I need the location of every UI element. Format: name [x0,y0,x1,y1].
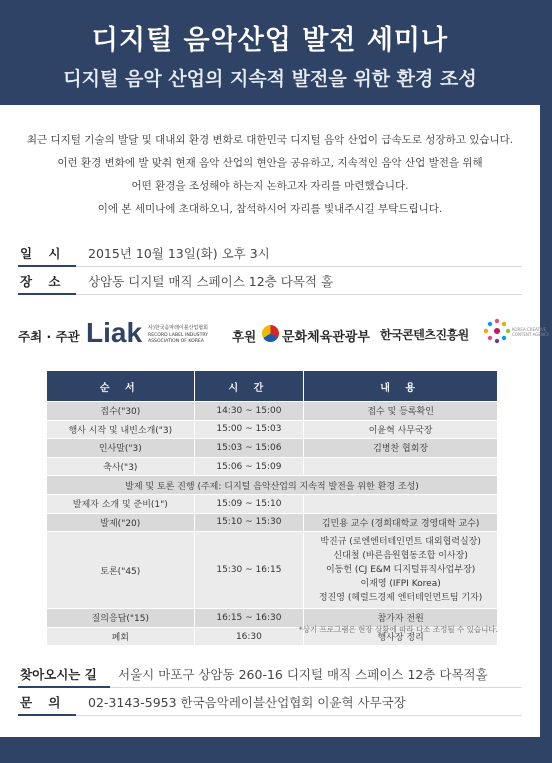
order-cell: 토론("45) [47,532,195,609]
liak-logo-sub2: RECORD LABEL INDUSTRY [148,333,209,338]
liak-logo-sub3: ASSOCIATION OF KOREA [148,339,204,344]
order-cell: 폐회 [47,627,195,646]
kocca-name: 한국콘텐츠진흥원 [380,328,469,342]
table-row [47,402,498,421]
poster-subtitle: 디지털 음악 산업의 지속적 발전을 위한 환경 조성 [63,68,477,90]
table-row [47,494,498,513]
col-header-time: 시 간 [194,371,304,402]
date-label: 일 시 [18,243,76,267]
table-row [47,457,498,476]
kocca-dots-icon [482,317,512,347]
section-cell: 발제 및 토론 진행 (주제: 디지털 음악산업의 지속적 발전을 위한 환경 조성) [47,476,498,495]
content-cell: 이윤혁 사무국장 [304,420,498,439]
content-cell: 참가자 전원 [304,609,498,628]
directions-row [18,664,522,688]
mcst-emblem-icon [262,325,279,342]
inquiry-value: 02-3143-5953 한국음악레이블산업협회 이윤혁 사무국장 [88,695,406,710]
liak-logo-sub1: 사)한국음악레이블산업협회 [148,325,208,331]
inquiry-label: 문 의 [18,692,76,716]
time-cell: 14:30 ~ 15:00 [194,402,304,421]
table-row [47,439,498,458]
poster-footer [0,737,540,763]
order-cell: 질의응답("15) [47,609,195,628]
time-cell: 15:03 ~ 15:06 [194,439,304,458]
content-cell: 접수 및 등록확인 [304,402,498,421]
schedule-header-row [47,371,498,402]
time-cell: 15:09 ~ 15:10 [194,494,304,513]
order-cell: 행사 시작 및 내빈소개("3) [47,420,195,439]
schedule-table [46,370,498,646]
table-row-span [47,476,498,495]
content-cell [304,494,498,513]
order-cell: 발제자 소개 및 준비(1") [47,494,195,513]
panelist: 정진영 (헤럴드경제 엔터테인먼트팀 기자) [318,593,483,604]
order-cell: 인사말("3) [47,439,195,458]
content-cell: 김민용 교수 (경희대학교 경영대학 교수) [304,513,498,532]
directions-value: 서울시 마포구 상암동 260-16 디지털 매직 스페이스 12층 다목적홀 [118,667,488,682]
liak-logo-text: Liak [86,317,143,348]
support-label: 후원 [232,329,257,344]
directions-label: 찾아오시는 길 [18,664,110,688]
panelist: 이동헌 (CJ E&M 디지털뮤직사업부장) [325,565,476,576]
inquiry-row [18,692,522,716]
content-cell-panel [304,532,498,609]
time-cell: 15:06 ~ 15:09 [194,457,304,476]
intro-line: 이런 환경 변화에 발 맞춰 현재 음악 산업의 현안을 공유하고, 지속적인 음악 산업 발전을 위해 [57,157,483,169]
sponsors-section [18,315,550,351]
schedule-note: *상기 프로그램은 현장 상황에 따라 다소 조정될 수 있습니다. [298,625,498,634]
place-value: 상암동 디지털 매직 스페이스 12층 다목적 홀 [88,274,334,289]
order-cell: 접수("30) [47,402,195,421]
poster-body [0,105,550,737]
table-row [47,513,498,532]
col-header-order: 순 서 [47,371,195,402]
panelist: 이재영 (IFPI Korea) [360,579,441,590]
content-cell: 행사장 정리 [304,627,498,646]
poster-header [0,0,540,105]
col-header-content: 내 용 [304,371,498,402]
order-cell: 축사("3) [47,457,195,476]
place-label: 장 소 [18,271,76,295]
date-value: 2015년 10월 13일(화) 오후 3시 [88,246,270,261]
time-cell: 15:10 ~ 15:30 [194,513,304,532]
table-row [47,420,498,439]
time-cell: 16:15 ~ 16:30 [194,609,304,628]
poster-title: 디지털 음악산업 발전 세미나 [91,25,449,56]
panelist: 박진규 (로엔엔터테인먼트 대외협력실장) [320,537,481,548]
panelist: 신대철 (바른음원협동조합 이사장) [333,551,468,562]
kocca-sub: KOREA CREATIVE CONTENT AGENCY [512,327,550,337]
content-cell: 김병찬 협회장 [304,439,498,458]
mcst-name: 문화체육관광부 [282,330,370,345]
intro-line: 최근 디지털 기술의 발달 및 대내외 환경 변화로 대한민국 디지털 음악 산업이 급속도로 성장하고 있습니다. [26,134,514,146]
time-cell: 15:00 ~ 15:03 [194,420,304,439]
intro-text [0,129,540,221]
intro-line: 어떤 환경을 조성해야 하는지 논하고자 자리를 마련했습니다. [131,180,409,192]
intro-line: 이에 본 세미나에 초대하오니, 참석하시어 자리를 빛내주시길 부탁드립니다. [97,203,443,215]
date-row [18,243,522,267]
content-cell [304,457,498,476]
order-cell: 발제("20) [47,513,195,532]
time-cell: 16:30 [194,627,304,646]
time-cell: 15:30 ~ 16:15 [194,532,304,609]
table-row [47,532,498,609]
liak-logo [86,315,216,349]
host-label: 주최 · 주관 [18,329,80,344]
place-row [18,271,522,295]
